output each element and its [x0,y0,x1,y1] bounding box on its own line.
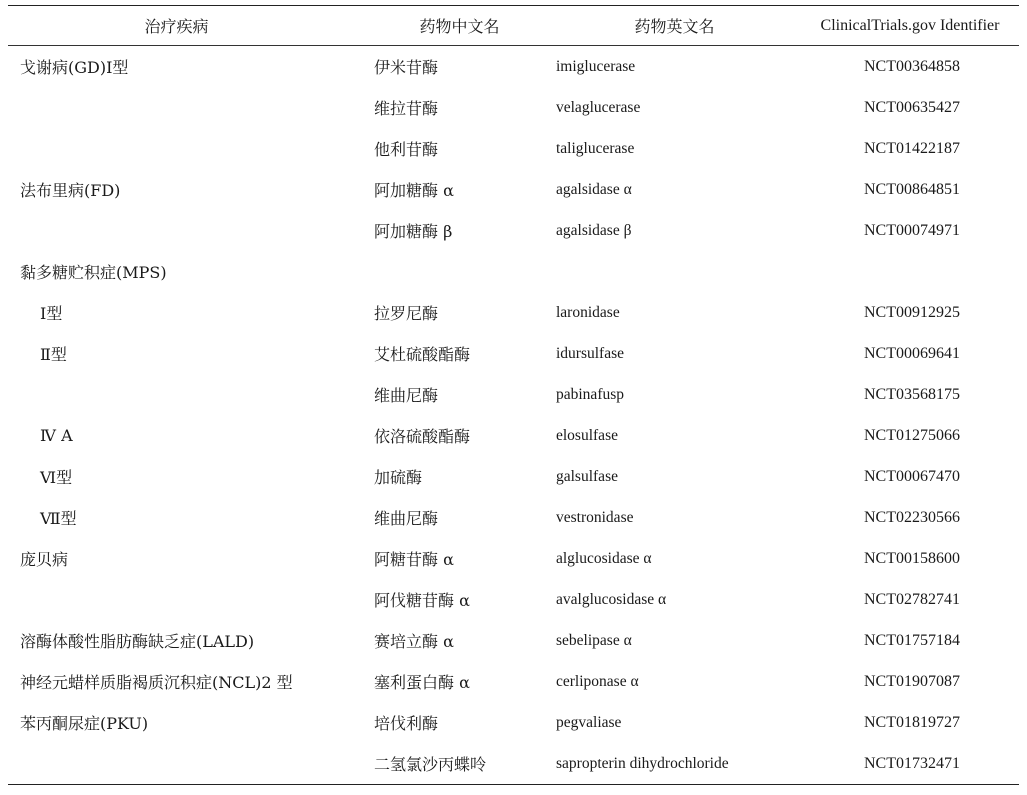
cell-drug-en: galsulfase [556,467,618,485]
cell-nct-id: NCT01907087 [864,672,960,690]
table-body [8,46,1019,784]
header-disease: 治疗疾病 [144,17,209,36]
cell-drug-cn: 伊米苷酶 [374,58,439,77]
cell-disease: 庞贝病 [20,550,69,569]
cell-drug-en: alglucosidase α [556,549,652,567]
cell-drug-cn: 塞利蛋白酶 α [374,673,470,692]
cell-nct-id: NCT03568175 [864,385,960,403]
table-row [8,620,1019,661]
table-row [8,169,1019,210]
cell-drug-en: imiglucerase [556,57,636,75]
cell-drug-en: agalsidase β [556,221,632,239]
cell-disease: Ⅱ型 [40,345,67,364]
cell-nct-id: NCT01732471 [864,754,960,772]
table-header [8,6,1019,45]
cell-nct-id: NCT00912925 [864,303,960,321]
cell-drug-en: elosulfase [556,426,618,444]
table-row [8,661,1019,702]
table-body-grid [8,46,1019,784]
cell-disease [8,87,363,128]
cell-disease: 黏多糖贮积症(MPS) [20,263,167,282]
table-row [8,538,1019,579]
cell-drug-en: pabinafusp [556,385,625,403]
cell-nct-id: NCT00864851 [864,180,960,198]
table-bottom-rule [8,784,1019,785]
table-row [8,374,1019,415]
cell-nct-id: NCT00074971 [864,221,960,239]
table-row [8,497,1019,538]
cell-drug-cn: 维拉苷酶 [374,99,439,118]
table-row [8,210,1019,251]
cell-nct-id: NCT01819727 [864,713,960,731]
table-row [8,251,1019,292]
cell-nct-id: NCT00158600 [864,549,960,567]
cell-nct-id: NCT00067470 [864,467,960,485]
cell-nct-id: NCT02782741 [864,590,960,608]
cell-disease [8,743,363,784]
cell-drug-cn: 阿加糖酶 β [374,222,453,241]
cell-nct-id: NCT01422187 [864,139,960,157]
cell-nct-id [801,251,1019,292]
cell-disease: 法布里病(FD) [20,181,121,200]
cell-nct-id: NCT01275066 [864,426,960,444]
cell-disease: Ⅵ型 [40,468,73,487]
cell-drug-cn: 维曲尼酶 [374,386,439,405]
cell-drug-cn: 阿糖苷酶 α [374,550,454,569]
cell-drug-en: sapropterin dihydrochloride [556,754,729,772]
cell-disease [8,374,363,415]
cell-drug-en: agalsidase α [556,180,632,198]
cell-nct-id: NCT00635427 [864,98,960,116]
cell-disease: Ⅶ型 [40,509,77,528]
cell-disease: 苯丙酮尿症(PKU) [20,714,149,733]
cell-drug-cn: 阿伐糖苷酶 α [374,591,470,610]
table-grid [8,6,1019,45]
cell-drug-cn: 二氢氯沙丙蝶呤 [374,755,487,774]
table-row [8,87,1019,128]
cell-drug-en: cerliponase α [556,672,639,690]
cell-nct-id: NCT02230566 [864,508,960,526]
cell-drug-cn: 培伐利酶 [374,714,439,733]
cell-drug-cn: 赛培立酶 α [374,632,454,651]
cell-drug-cn: 加硫酶 [374,468,423,487]
cell-disease [8,579,363,620]
cell-drug-en: pegvaliase [556,713,622,731]
cell-drug-cn: 他利苷酶 [374,140,439,159]
cell-drug-en: sebelipase α [556,631,632,649]
cell-drug-en: velaglucerase [556,98,641,116]
cell-drug-en [546,251,801,292]
cell-nct-id: NCT00364858 [864,57,960,75]
table-row [8,415,1019,456]
table-row [8,456,1019,497]
table-row [8,333,1019,374]
cell-disease: 溶酶体酸性脂肪酶缺乏症(LALD) [20,632,255,651]
cell-drug-cn [363,251,546,292]
header-drug-en: 药物英文名 [634,17,715,36]
cell-disease: Ⅳ A [40,426,73,445]
header-nct: ClinicalTrials.gov Identifier [820,16,1000,34]
cell-drug-cn: 阿加糖酶 α [374,181,454,200]
cell-drug-en: taliglucerase [556,139,635,157]
drug-table [8,5,1019,785]
cell-nct-id: NCT01757184 [864,631,960,649]
table-row [8,579,1019,620]
cell-drug-en: idursulfase [556,344,625,362]
table-row [8,743,1019,784]
cell-drug-en: vestronidase [556,508,634,526]
cell-nct-id: NCT00069641 [864,344,960,362]
cell-drug-cn: 维曲尼酶 [374,509,439,528]
header-drug-cn: 药物中文名 [419,17,500,36]
table-row [8,128,1019,169]
cell-drug-en: laronidase [556,303,620,321]
cell-disease: Ⅰ型 [40,304,63,323]
cell-drug-en: avalglucosidase α [556,590,667,608]
table-row [8,702,1019,743]
cell-drug-cn: 艾杜硫酸酯酶 [374,345,471,364]
cell-drug-cn: 依洛硫酸酯酶 [374,427,471,446]
cell-disease: 神经元蜡样质脂褐质沉积症(NCL)2 型 [20,673,293,692]
cell-disease [8,210,363,251]
cell-disease: 戈谢病(GD)Ⅰ型 [20,58,129,77]
table-row [8,292,1019,333]
cell-drug-cn: 拉罗尼酶 [374,304,439,323]
cell-disease [8,128,363,169]
table-row [8,46,1019,87]
